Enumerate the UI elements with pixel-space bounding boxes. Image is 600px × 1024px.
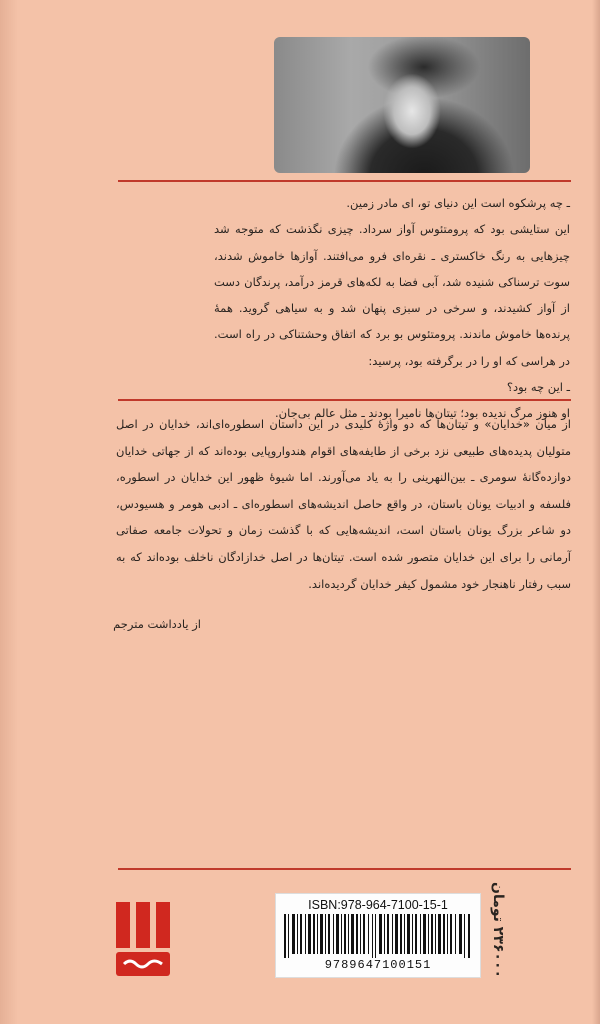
- quote-line: این ستایشی بود که پرومتئوس آواز سرداد. چیزی نگذشت که متوجه شد چیزهایی به رنگ خاکستری ـ نقره‌ای فرو می‌افتند. آوازها خاموش شدند، سوت ترسناکی شنیده شد، آبی فضا به لکه‌های قرمز درآمد، پرندگان دست از آواز کشیدند، و سرخی در سبزی پنهان شد و به سیاهی گروید. همهٔ پرنده‌ها خاموش ماندند. پرومتئوس بو برد که اتفاق وحشتناکی در راه است. در هراسی که او را در برگرفته بود، پرسید:: [214, 222, 570, 368]
- divider-bottom: [118, 868, 571, 870]
- quote-line: ـ این چه بود؟: [506, 380, 570, 395]
- divider-middle: [118, 399, 571, 401]
- barcode-digits: 9789647100151: [324, 958, 432, 972]
- quote-block: [214, 190, 570, 427]
- author-photo: [274, 37, 530, 173]
- note-paragraph: از میان «خدایان» و تیتان‌ها که دو واژهٔ کلیدی در این داستان اسطوره‌ای‌اند، خدایان در اصل متولیان پدیده‌های طبیعی نزد برخی از طایفه‌های اقوام هندواروپایی بوده‌اند که از جهاتی خدایان دوازده‌گانهٔ سومری ـ بین‌النهرینی را به یاد می‌آورند. اما شیوهٔ ظهور این خدایان در اسطوره، فلسفه و ادبیات یونان باستان، در واقع حاصل اندیشه‌های اسطوره‌ای ـ ادبی هومر و هسیودس، دو شاعر بزرگ یونان باستان است، اندیشه‌هایی که با گذشت زمان و تحولات جامعه صفاتی آرمانی را برای این خدایان متصور شده است. تیتان‌ها در اصل خدازادگان ناخلف بوده‌اند که به سبب رفتار ناهنجار خود مشمول کیفر خدایان گردیده‌اند.: [116, 417, 571, 591]
- barcode-bars: [284, 914, 472, 958]
- note-credit: از یادداشت مترجم: [113, 617, 201, 631]
- price-label: ۲۳۶۰۰۰ تومان: [490, 881, 506, 979]
- quote-line: ـ چه پرشکوه است این دنیای تو، ای مادر زمین.: [346, 196, 570, 210]
- barcode: [275, 893, 481, 978]
- divider-top: [118, 180, 571, 182]
- publisher-logo: [114, 900, 172, 978]
- spine-shadow: [0, 0, 18, 1024]
- isbn-label: ISBN:978-964-7100-15-1: [308, 898, 448, 912]
- translator-note: [116, 411, 571, 597]
- quote-line: او هنوز مرگ ندیده بود؛ تیتان‌ها نامیرا بودند ـ مثل عالم بی‌جان.: [275, 406, 570, 421]
- cover-edge: [592, 0, 600, 1024]
